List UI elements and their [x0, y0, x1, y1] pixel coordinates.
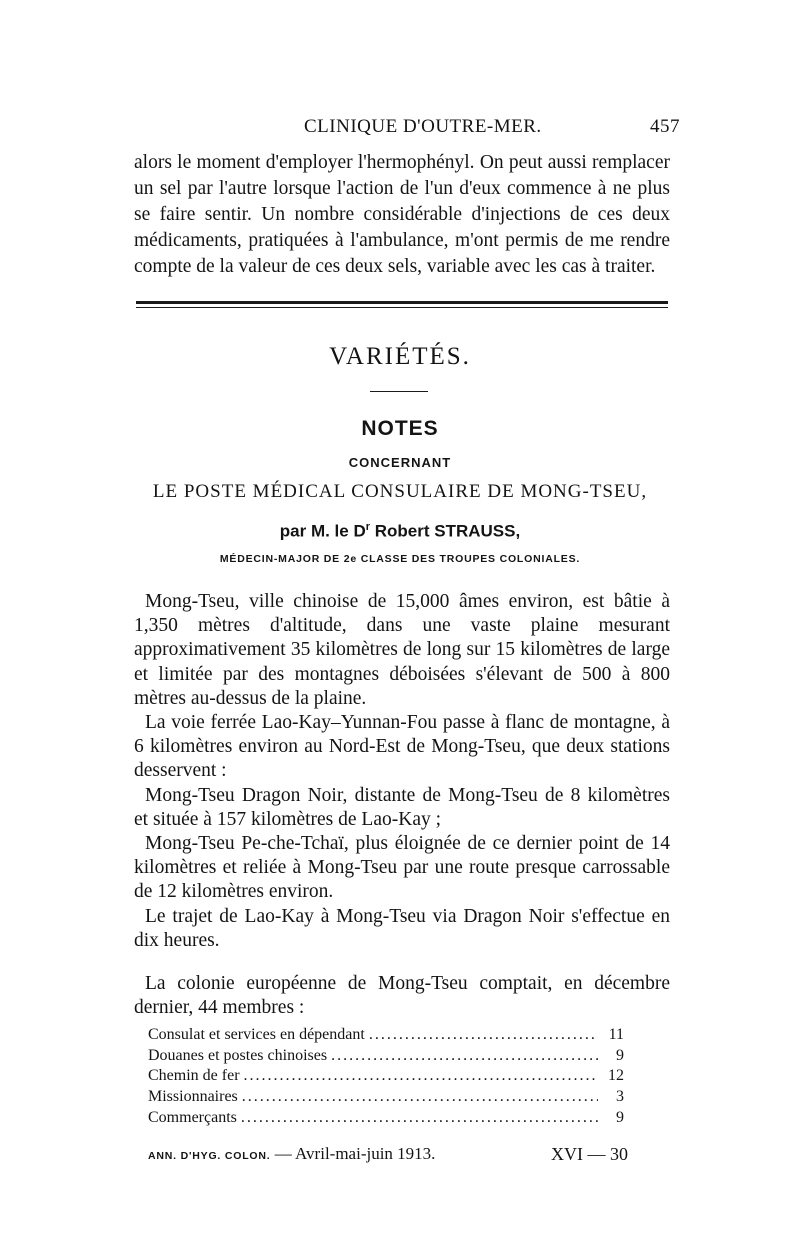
author-name: Robert STRAUSS,: [374, 521, 521, 541]
journal-abbrev: ANN. D'HYG. COLON.: [148, 1150, 271, 1162]
article-body: [134, 590, 670, 1020]
running-header: [134, 116, 680, 146]
list-item: [148, 1046, 624, 1067]
list-item: [148, 1108, 624, 1129]
body-paragraph: La voie ferrée Lao-Kay–Yunnan-Fou passe à flanc de montagne, à 6 kilomètres environ au Nord-Est de Mong-Tseu, que deux stations desservent :: [134, 712, 670, 782]
leader-dots: [331, 1046, 598, 1067]
member-count: 9: [616, 1108, 624, 1126]
footer-volume: XVI — 30: [551, 1144, 628, 1164]
member-label: Missionnaires: [148, 1088, 238, 1106]
body-paragraph: Mong-Tseu Dragon Noir, distante de Mong-Tseu de 8 kilomètres et située à 157 kilomètres de Lao-Kay ;: [134, 784, 670, 830]
leader-dots: [369, 1025, 598, 1046]
list-item: [148, 1066, 624, 1087]
body-paragraph: Mong-Tseu Pe-che-Tchaï, plus éloignée de ce dernier point de 14 kilomètres et reliée à Mong-Tseu par une route presque carrossable de 12 kilomètres environ.: [134, 833, 670, 903]
intro-paragraph: alors le moment d'employer l'hermophényl. On peut aussi remplacer un sel par l'autre lorsque l'action de l'un d'eux commence à ne plus se faire sentir. Un nombre considérable d'injections de ces deux médicaments, pratiquées à l'ambulance, m'ont permis de me rendre compte de la valeur de ces deux sels, variable avec les cas à traiter.: [134, 152, 670, 277]
body-paragraph: Mong-Tseu, ville chinoise de 15,000 âmes environ, est bâtie à 1,350 mètres d'altitude, dans une vaste plaine mesurant approximativement 35 kilomètres de long sur 15 kilomètres de large et limitée par des montagnes déboisées s'élevant de 500 à 800 mètres au-dessus de la plaine.: [134, 591, 670, 709]
article-concernant: CONCERNANT: [348, 455, 452, 470]
section-divider: [136, 301, 668, 308]
article-heading: NOTES: [361, 417, 439, 440]
member-label: Chemin de fer: [148, 1067, 240, 1085]
member-count: 9: [616, 1046, 624, 1064]
member-label: Consulat et services en dépendant: [148, 1026, 365, 1043]
section-title: VARIÉTÉS.: [329, 343, 471, 370]
footer-dash: —: [274, 1144, 292, 1163]
members-list: [148, 1025, 624, 1129]
leader-dots: [242, 1087, 598, 1108]
leader-dots: [241, 1108, 598, 1129]
author-rank: MÉDECIN-MAJOR DE 2e CLASSE DES TROUPES COLONIALES.: [219, 553, 581, 565]
page-footer: [148, 1144, 628, 1170]
footer-citation: [148, 1144, 435, 1164]
author-sup: r: [365, 521, 371, 533]
body-paragraph: La colonie européenne de Mong-Tseu comptait, en décembre dernier, 44 membres :: [134, 973, 670, 1019]
list-item: [148, 1025, 624, 1046]
list-item: [148, 1087, 624, 1108]
title-underline: [370, 391, 428, 392]
page-number: 457: [650, 116, 680, 137]
article-subject: LE POSTE MÉDICAL CONSULAIRE DE MONG-TSEU,: [152, 481, 648, 502]
leader-dots: [244, 1066, 598, 1087]
author-prefix: par M. le D: [279, 521, 366, 541]
footer-date: Avril-mai-juin 1913.: [295, 1144, 436, 1163]
member-label: Douanes et postes chinoises: [148, 1046, 328, 1064]
running-title: CLINIQUE D'OUTRE-MER.: [304, 116, 542, 137]
member-label: Commerçants: [148, 1108, 237, 1126]
article-author: [0, 521, 800, 542]
member-count: 11: [608, 1026, 624, 1043]
body-paragraph: Le trajet de Lao-Kay à Mong-Tseu via Dragon Noir s'effectue en dix heures.: [134, 905, 670, 951]
member-count: 3: [616, 1088, 624, 1106]
member-count: 12: [608, 1067, 624, 1085]
